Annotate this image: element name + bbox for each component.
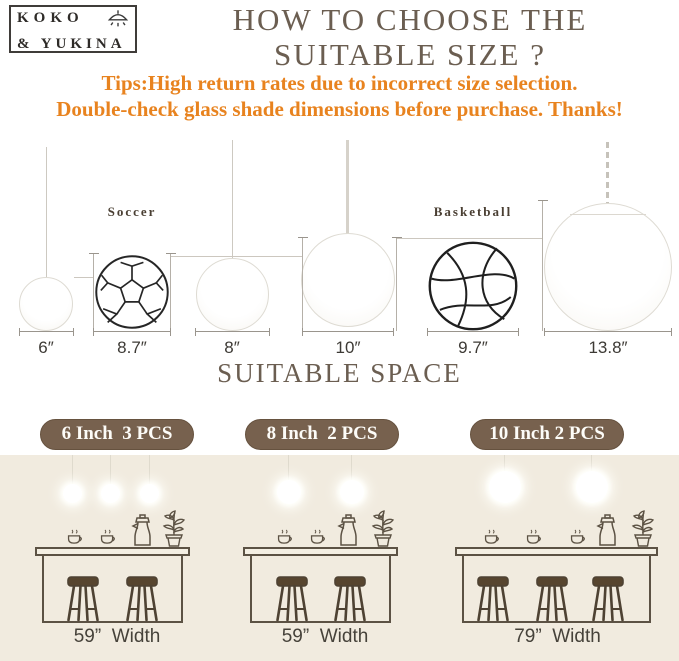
- pendant-lamp-icon: [140, 484, 159, 503]
- soccer-label: Soccer: [107, 204, 157, 219]
- page-title: [150, 2, 670, 72]
- size-label-basketball: 9.7″: [458, 338, 488, 357]
- dimension-line: [542, 200, 543, 331]
- pendant-lamp-icon: [340, 480, 364, 504]
- dimension-line: [544, 331, 672, 332]
- brand-logo: [9, 5, 137, 53]
- dimension-line: [93, 253, 94, 331]
- lamp-cord: [72, 455, 73, 484]
- connector-line: [74, 277, 93, 278]
- stool-icon: [274, 575, 310, 627]
- dimension-line: [302, 331, 394, 332]
- pendant-lamp-icon: [576, 471, 608, 503]
- pendant-chain: [606, 142, 609, 203]
- size-label-6in: 6″: [38, 338, 54, 357]
- dimension-line: [170, 253, 171, 331]
- stool-icon: [534, 575, 570, 627]
- lamp-cord: [351, 455, 352, 480]
- pendant-globe-8in: [196, 258, 269, 331]
- pendant-cord: [46, 147, 47, 277]
- size-label-10in: 10″: [335, 338, 361, 357]
- dimension-line: [195, 331, 270, 332]
- basketball-label: Basketball: [433, 204, 513, 219]
- plant-icon: [629, 508, 657, 552]
- counter-top: [35, 547, 190, 556]
- basketball-icon: [427, 240, 519, 337]
- counter-body: [250, 556, 391, 623]
- lamp-cord: [591, 455, 592, 471]
- pendant-lamp-icon: [63, 484, 82, 503]
- pendant-globe-13in: [544, 203, 672, 331]
- tips-line1: Tips:High return rates due to incorrect size selection.: [101, 71, 578, 95]
- pendant-rod: [346, 140, 349, 234]
- brand-name-line1: KOKO: [17, 10, 84, 26]
- dimension-line: [396, 237, 397, 331]
- pendant-cord: [232, 140, 233, 259]
- badge-10inch-2pcs: 10 Inch 2 PCS: [470, 419, 624, 450]
- suitable-space-title: SUITABLE SPACE: [217, 358, 462, 388]
- lamp-cord: [149, 455, 150, 484]
- counter-top: [243, 547, 398, 556]
- plant-icon: [369, 508, 397, 552]
- stool-icon: [124, 575, 160, 627]
- globe-neck-line: [570, 214, 646, 215]
- pendant-lamp-icon: [277, 480, 301, 504]
- width-label-1: 59” Width: [73, 626, 161, 647]
- page-title-line1: HOW TO CHOOSE THE: [232, 2, 588, 37]
- badge-8inch-2pcs: 8 Inch 2 PCS: [245, 419, 399, 450]
- logo-lamp-icon: [105, 9, 131, 34]
- stool-icon: [65, 575, 101, 627]
- badge-6inch-3pcs: 6 Inch 3 PCS: [40, 419, 194, 450]
- soccer-ball-icon: [94, 254, 170, 335]
- tips-line2: Double-check glass shade dimensions before purchase. Thanks!: [56, 97, 623, 121]
- stool-icon: [475, 575, 511, 627]
- connector-line: [397, 238, 542, 239]
- width-label-2: 59” Width: [281, 626, 369, 647]
- dimension-line: [93, 331, 171, 332]
- lamp-cord: [288, 455, 289, 480]
- dimension-line: [19, 331, 74, 332]
- plant-icon: [160, 508, 188, 552]
- pendant-globe-10in: [301, 233, 395, 327]
- tips-text: [0, 70, 679, 122]
- lamp-cord: [110, 455, 111, 484]
- lamp-cord: [504, 455, 505, 471]
- brand-name-line2: & YUKINA: [17, 36, 126, 52]
- counter-top: [455, 547, 658, 556]
- connector-line: [171, 256, 302, 257]
- pendant-lamp-icon: [101, 484, 120, 503]
- width-label-3: 79” Width: [514, 626, 601, 647]
- size-label-8in: 8″: [224, 338, 240, 357]
- counter-body: [42, 556, 183, 623]
- pendant-globe-6in: [19, 277, 73, 331]
- stool-icon: [590, 575, 626, 627]
- pendant-lamp-icon: [489, 471, 521, 503]
- dimension-line: [302, 237, 303, 331]
- size-label-13in: 13.8″: [588, 338, 628, 357]
- page-title-line2: SUITABLE SIZE ?: [273, 37, 547, 72]
- stool-icon: [332, 575, 368, 627]
- size-label-soccer: 8.7″: [117, 338, 147, 357]
- dimension-line: [427, 331, 519, 332]
